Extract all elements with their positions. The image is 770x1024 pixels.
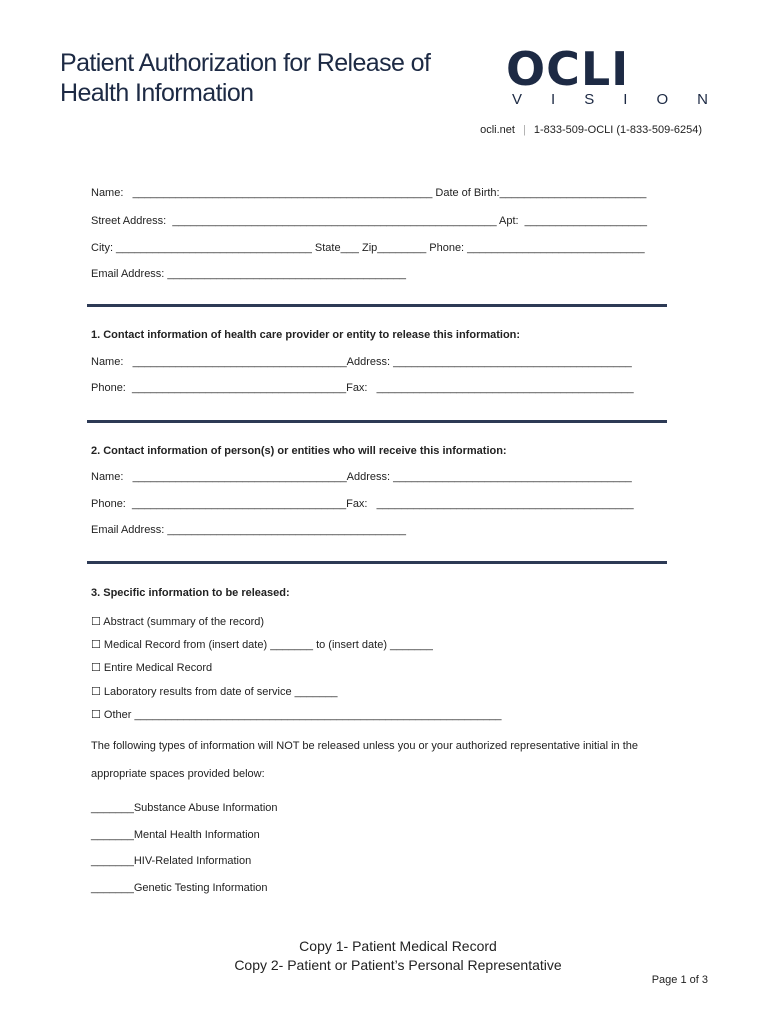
initial-hiv-related[interactable]: _______HIV-Related Information <box>91 855 252 867</box>
page-number: Page 1 of 3 <box>651 974 708 986</box>
section-divider <box>87 304 667 307</box>
divider: | <box>522 124 526 136</box>
patient-email-field[interactable]: Email Address: _______________________________________ <box>91 268 407 280</box>
checkbox-medical-record-range[interactable]: ☐ Medical Record from (insert date) _______ to (insert date) _______ <box>91 639 433 651</box>
footer-copy-2: Copy 2- Patient or Patient’s Personal Representative <box>234 957 562 973</box>
recipient-email-field[interactable]: Email Address: _______________________________________ <box>91 524 407 536</box>
logo-letter: I <box>551 91 556 108</box>
logo-letter: O <box>656 91 669 108</box>
section-divider <box>87 420 667 423</box>
ocli-logo-vision <box>512 91 708 108</box>
restriction-note-line-2: appropriate spaces provided below: <box>91 768 265 780</box>
phone-number: 1-833-509-OCLI (1-833-509-6254) <box>533 124 702 136</box>
section-3-heading: 3. Specific information to be released: <box>91 587 290 599</box>
logo-letter: I <box>623 91 628 108</box>
initial-genetic-testing[interactable]: _______Genetic Testing Information <box>91 882 268 894</box>
contact-line <box>480 124 702 136</box>
provider-name-address-field[interactable]: Name: ___________________________________Address: _______________________________________ <box>91 356 632 368</box>
ocli-logo: OCLI <box>506 42 630 96</box>
checkbox-other[interactable]: ☐ Other ____________________________________________________________ <box>91 709 502 721</box>
recipient-name-address-field[interactable]: Name: ___________________________________Address: _______________________________________ <box>91 471 632 483</box>
initial-substance-abuse[interactable]: _______Substance Abuse Information <box>91 802 278 814</box>
form-title: Patient Authorization for Release of Health Information <box>60 49 431 107</box>
patient-name-dob-field[interactable]: Name: _________________________________________________ Date of Birth:________________________ <box>91 187 647 199</box>
website-link[interactable]: ocli.net <box>480 124 515 136</box>
section-divider <box>87 561 667 564</box>
logo-letter: S <box>584 91 595 108</box>
checkbox-lab-results[interactable]: ☐ Laboratory results from date of service _______ <box>91 686 338 698</box>
initial-mental-health[interactable]: _______Mental Health Information <box>91 829 260 841</box>
section-2-heading: 2. Contact information of person(s) or entities who will receive this information: <box>91 445 507 457</box>
logo-letter: V <box>512 91 523 108</box>
recipient-phone-fax-field[interactable]: Phone: ___________________________________Fax: __________________________________________ <box>91 498 634 510</box>
section-1-heading: 1. Contact information of health care provider or entity to release this information: <box>91 329 521 341</box>
checkbox-entire-record[interactable]: ☐ Entire Medical Record <box>91 662 213 674</box>
footer-copy-1: Copy 1- Patient Medical Record <box>299 938 497 954</box>
restriction-note-line-1: The following types of information will NOT be released unless you or your authorized representative initial in the <box>91 740 639 752</box>
logo-letter: N <box>697 91 708 108</box>
patient-street-apt-field[interactable]: Street Address: _____________________________________________________ Apt: ____________________ <box>91 215 648 227</box>
patient-city-state-zip-phone-field[interactable]: City: ________________________________ State___ Zip________ Phone: _____________________________ <box>91 242 645 254</box>
provider-phone-fax-field[interactable]: Phone: ___________________________________Fax: __________________________________________ <box>91 382 634 394</box>
checkbox-abstract[interactable]: ☐ Abstract (summary of the record) <box>91 616 265 628</box>
